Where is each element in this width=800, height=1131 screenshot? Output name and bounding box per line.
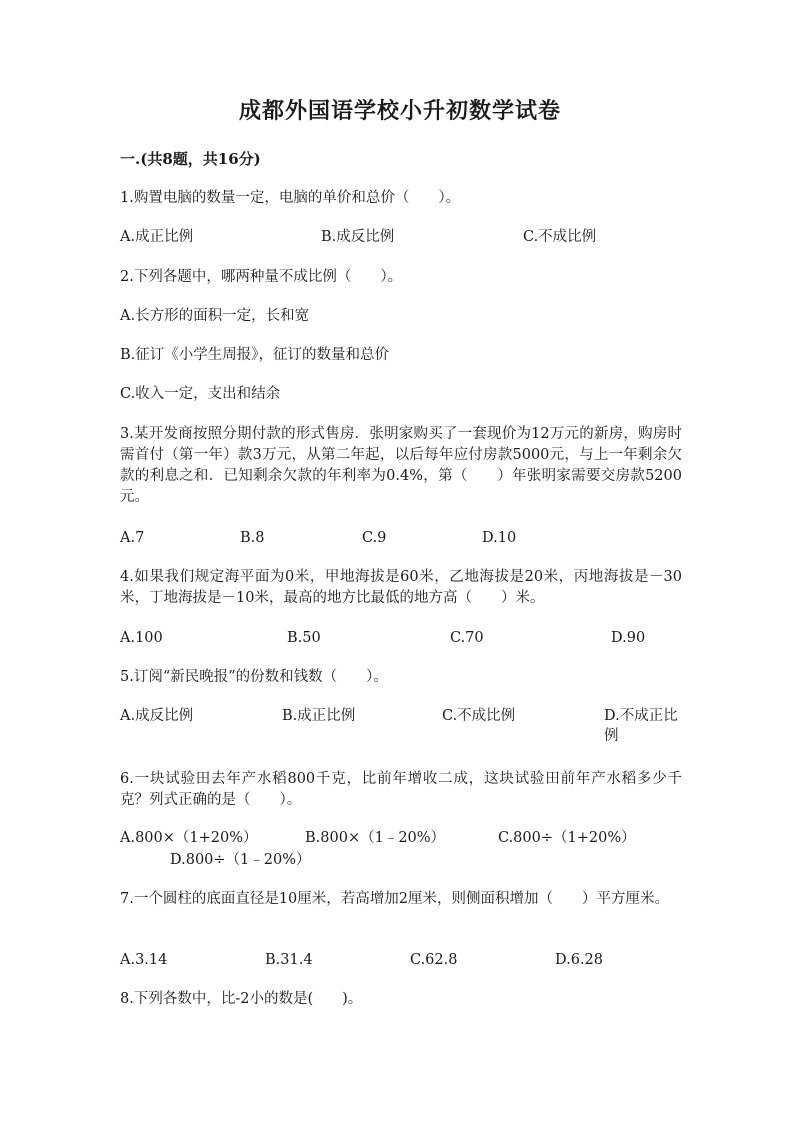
question-7-stem-block [120,889,682,910]
question-3-option-d: D.10 [482,530,517,546]
question-1-option-c: C.不成比例 [523,229,597,245]
question-7-option-c: C.62.8 [410,952,458,968]
question-5-stem: 5.订阅“新民晚报”的份数和钱数（ ）。 [120,669,388,685]
question-1-stem: 1.购置电脑的数量一定，电脑的单价和总价（ ）。 [120,190,461,206]
page-title: 成都外国语学校小升初数学试卷 [238,98,561,124]
question-6-stem-block [120,769,682,811]
question-2-option-c: C.收入一定，支出和结余 [120,386,281,402]
question-7-option-a: A.3.14 [120,952,168,968]
question-6-option-d: D.800÷（1﹣20%） [170,852,311,868]
question-5-option-c: C.不成比例 [442,708,516,724]
section-header: 一.(共8题，共16分) [120,150,261,168]
question-5-option-d: D.不成正比例 [604,708,678,744]
question-8-stem: 8.下列各数中，比-2小的数是( )。 [120,991,363,1007]
question-4-option-b: B.50 [287,630,321,646]
question-4-stem: 4.如果我们规定海平面为0米，甲地海拔是60米，乙地海拔是20米，丙地海拔是－30米，丁地海拔是－10米，最高的地方比最低的地方高（ ）米。 [120,569,682,606]
question-3-stem: 3.某开发商按照分期付款的形式售房．张明家购买了一套现价为12万元的新房，购房时需首付（第一年）款3万元，从第二年起，以后每年应付房款5000元，与上一年剩余欠款的利息之和．已知剩余欠款的年利率为0.4%，第（ ）年张明家需要交房款5200元。 [120,426,682,505]
question-5-option-d-first [604,706,682,746]
question-5-option-a: A.成反比例 [120,708,194,724]
question-1-option-b: B.成反比例 [321,229,395,245]
question-6-stem: 6.一块试验田去年产水稻800千克，比前年增收二成，这块试验田前年产水稻多少千克？列式正确的是（ ）。 [120,771,682,808]
question-2-stem: 2.下列各题中，哪两种量不成比例（ ）。 [120,269,403,285]
question-6-option-a: A.800×（1+20%） [120,830,258,846]
question-7-option-b: B.31.4 [265,952,313,968]
question-3-stem-block [120,424,682,508]
question-4-option-d: D.90 [611,630,646,646]
question-4-stem-block [120,567,682,609]
question-4-option-c: C.70 [450,630,484,646]
question-6-option-c: C.800÷（1+20%） [498,830,636,846]
question-3-option-c: C.9 [362,530,387,546]
question-1-option-a: A.成正比例 [120,229,194,245]
question-7-stem: 7.一个圆柱的底面直径是10厘米，若高增加2厘米，则侧面积增加（ ）平方厘米。 [120,891,670,907]
question-7-option-d: D.6.28 [555,952,604,968]
question-5-option-b: B.成正比例 [282,708,356,724]
question-3-option-a: A.7 [120,530,145,546]
question-2-option-a: A.长方形的面积一定，长和宽 [120,308,310,324]
question-2-option-b: B.征订《小学生周报》，征订的数量和总价 [120,347,390,363]
question-6-option-b: B.800×（1﹣20%） [305,830,446,846]
question-4-option-a: A.100 [120,630,163,646]
question-3-option-b: B.8 [240,530,265,546]
